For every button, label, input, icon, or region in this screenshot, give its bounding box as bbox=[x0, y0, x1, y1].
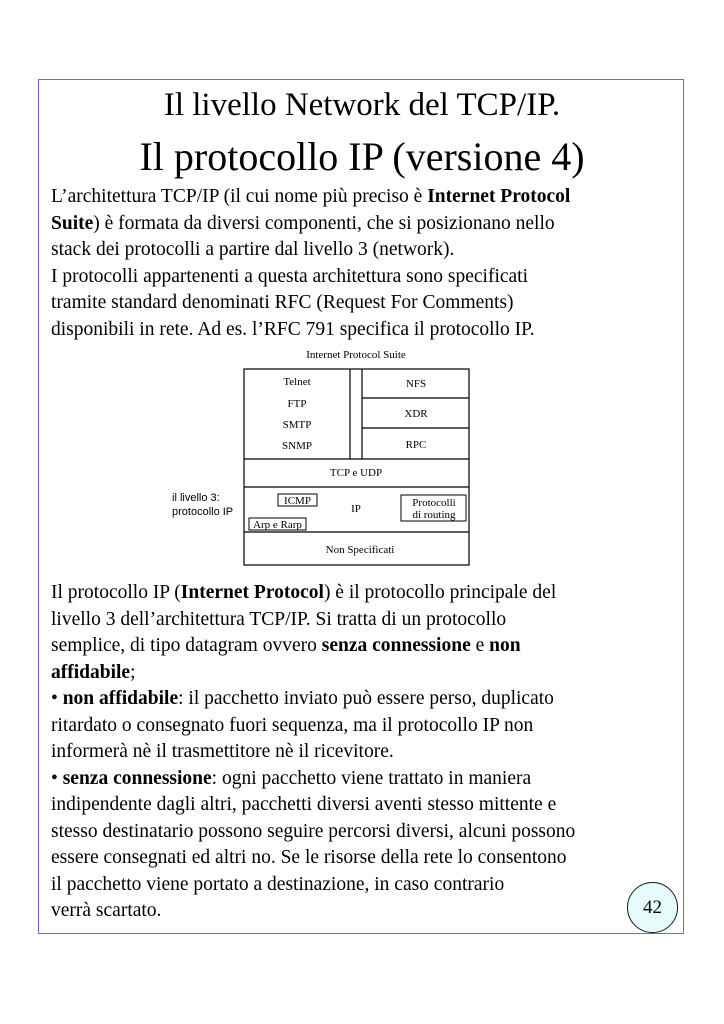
protocol-stack-diagram bbox=[150, 345, 480, 575]
bullet-senza-connessione: • senza connessione: ogni pacchetto viene trattato in maniera bbox=[51, 767, 532, 789]
text-line: Suite) è formata da diversi componenti, che si posizionano nello bbox=[51, 212, 555, 234]
protocol-nfs: NFS bbox=[405, 378, 427, 390]
text-line: informerà nè il trasmettitore nè il ricevitore. bbox=[51, 741, 394, 762]
text-line: livello 3 dell’architettura TCP/IP. Si tratta di un protocollo bbox=[51, 608, 507, 630]
slide-subtitle: Il protocollo IP (versione 4) bbox=[139, 134, 585, 179]
text-line: il pacchetto viene portato a destinazione, in caso contrario bbox=[51, 873, 505, 895]
intro-paragraph bbox=[51, 184, 681, 343]
text-line: verrà scartato. bbox=[51, 900, 162, 921]
physical-layer: Non Specificati bbox=[325, 544, 395, 556]
text-line: stesso destinatario possono seguire percorsi diversi, alcuni possono bbox=[51, 820, 576, 842]
text-line: semplice, di tipo datagram ovvero senza connessione e non bbox=[51, 635, 521, 656]
bullet-non-affidabile: • non affidabile: il pacchetto inviato può essere perso, duplicato bbox=[51, 688, 554, 709]
text-line: Il protocollo IP (Internet Protocol) è il protocollo principale del bbox=[51, 582, 557, 603]
routing-label-line1: Protocolli bbox=[412, 497, 456, 509]
protocol-xdr: XDR bbox=[404, 408, 428, 420]
text-line: essere consegnati ed altri no. Se le risorse della rete lo consentono bbox=[51, 847, 567, 868]
protocol-rpc: RPC bbox=[405, 439, 427, 451]
protocol-arp-rarp: Arp e Rarp bbox=[253, 519, 302, 531]
protocol-icmp: ICMP bbox=[284, 495, 311, 507]
text-line: indipendente dagli altri, pacchetti diversi aventi stesso mittente e bbox=[51, 794, 557, 815]
body-text bbox=[51, 580, 681, 925]
side-label-line1: il livello 3: bbox=[172, 492, 220, 504]
text-line: disponibili in rete. Ad es. l’RFC 791 specifica il protocollo IP. bbox=[51, 318, 535, 340]
text-line: affidabile; bbox=[51, 661, 136, 683]
protocol-smtp: SMTP bbox=[282, 419, 312, 431]
text-line: tramite standard denominati RFC (Request For Comments) bbox=[51, 292, 514, 313]
text-line: L’architettura TCP/IP (il cui nome più preciso è Internet Protocol bbox=[51, 186, 571, 207]
protocol-snmp: SNMP bbox=[282, 440, 312, 452]
protocol-ip: IP bbox=[351, 503, 361, 515]
protocol-telnet: Telnet bbox=[283, 376, 311, 388]
page-number: 42 bbox=[643, 896, 662, 918]
text-line: ritardato o consegnato fuori sequenza, ma il protocollo IP non bbox=[51, 714, 534, 736]
page-number-badge bbox=[627, 882, 678, 933]
protocol-ftp: FTP bbox=[287, 398, 307, 410]
side-label-line2: protocollo IP bbox=[172, 506, 234, 518]
text-line: stack dei protocolli a partire dal livello 3 (network). bbox=[51, 239, 455, 260]
routing-label-line2: di routing bbox=[412, 509, 456, 521]
slide-title: Il livello Network del TCP/IP. bbox=[163, 87, 561, 123]
transport-layer: TCP e UDP bbox=[329, 467, 383, 479]
text-line: I protocolli appartenenti a questa architettura sono specificati bbox=[51, 265, 529, 287]
diagram-title: Internet Protocol Suite bbox=[306, 349, 406, 361]
